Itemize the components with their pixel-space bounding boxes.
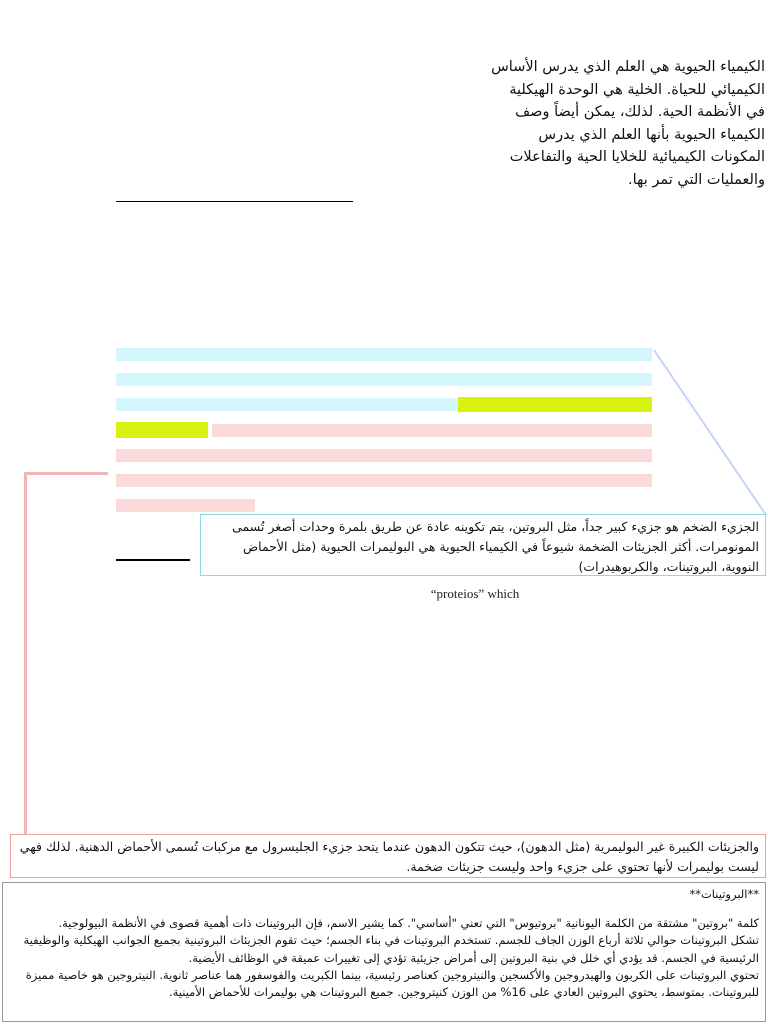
protein-paragraph: تشكل البروتينات حوالي ثلاثة أرباع الوزن الجاف للجسم. تستخدم البروتينات في بناء الجسم؛ حيث تقوم الجزيئات البروتينية بجميع الجوانب الهيكلية والوظيفية الرئيسية في الجسم. قد يؤدي أي خلل في بنية البروتين إلى أمراض جزيئية تؤدي إلى تغييرات عميقة في الوظائف الأيضية. xyxy=(23,933,759,965)
lipids-text: والجزيئات الكبيرة غير البوليمرية (مثل الدهون)، حيث تتكون الدهون عندما يتحد جزيء الجليسرول مع مركبات تُسمى الأحماض الدهنية. لذلك فهي ليست بوليمرات لأنها تحتوي على جزيء واحد وليست جزيئات ضخمة. xyxy=(19,839,759,874)
cyan-highlight-bar xyxy=(116,373,652,386)
horizontal-rule xyxy=(116,201,353,202)
yellow-highlight-bar xyxy=(116,422,208,438)
proteins-section xyxy=(2,882,766,1022)
intro-line: والعمليات التي تمر بها. xyxy=(628,171,765,188)
cyan-highlight-bar xyxy=(116,398,458,411)
intro-line: الكيمياء الحيوية بأنها العلم الذي يدرس xyxy=(538,126,765,143)
macromolecule-definition-box xyxy=(200,514,766,576)
protein-paragraph: كلمة "بروتين" مشتقة من الكلمة اليونانية "بروتيوس" التي تعني "أساسي". كما يشير الاسم، فإن البروتينات ذات أهمية قصوى في الأنظمة البيولوجية. xyxy=(58,916,759,931)
pink-highlight-bar xyxy=(116,474,652,487)
lipids-box xyxy=(10,834,766,878)
section-title: **البروتينات** xyxy=(689,887,759,901)
intro-line: في الأنظمة الحية. لذلك، يمكن أيضاً وصف xyxy=(515,104,765,120)
protein-paragraph: تحتوي البروتينات على الكربون والهيدروجين والأكسجين والنيتروجين كعناصر رئيسية، بينما الكبريت والفوسفور هما عناصر ثانوية. النيتروجين هو خاصية مميزة للبروتينات. بمتوسط، يحتوي البروتين العادي على 16% من الوزن كنيتروجين. جميع البروتينات هي بوليمرات للأحماض الأمينية. xyxy=(25,967,759,1000)
intro-paragraph xyxy=(440,56,765,191)
intro-line: المكونات الكيميائية للخلايا الحية والتفاعلات xyxy=(509,149,765,165)
pink-highlight-bar xyxy=(116,499,255,512)
pink-highlight-bar xyxy=(116,449,652,462)
connector-line xyxy=(24,472,108,475)
latin-snippet: “proteios” which xyxy=(430,586,520,601)
connector-line xyxy=(640,345,768,525)
yellow-highlight-bar xyxy=(458,397,652,412)
connector-line xyxy=(24,472,27,838)
intro-line: الكيميائي للحياة. الخلية هي الوحدة الهيكلية xyxy=(509,81,765,98)
cyan-highlight-bar xyxy=(116,348,652,361)
pink-highlight-bar xyxy=(212,424,652,437)
definition-text: الجزيء الضخم هو جزيء كبير جداً، مثل البروتين، يتم تكوينه عادة عن طريق بلمرة وحدات أصغر تُسمى المونومرات. أكثر الجزيئات الضخمة شيوعاً في الكيمياء الحيوية هي البوليمرات الحيوية (مثل الأحماض النووية، البروتينات، والكربوهيدرات) xyxy=(232,519,759,574)
horizontal-rule xyxy=(116,559,190,561)
intro-line: الكيمياء الحيوية هي العلم الذي يدرس الأساس xyxy=(491,59,765,75)
